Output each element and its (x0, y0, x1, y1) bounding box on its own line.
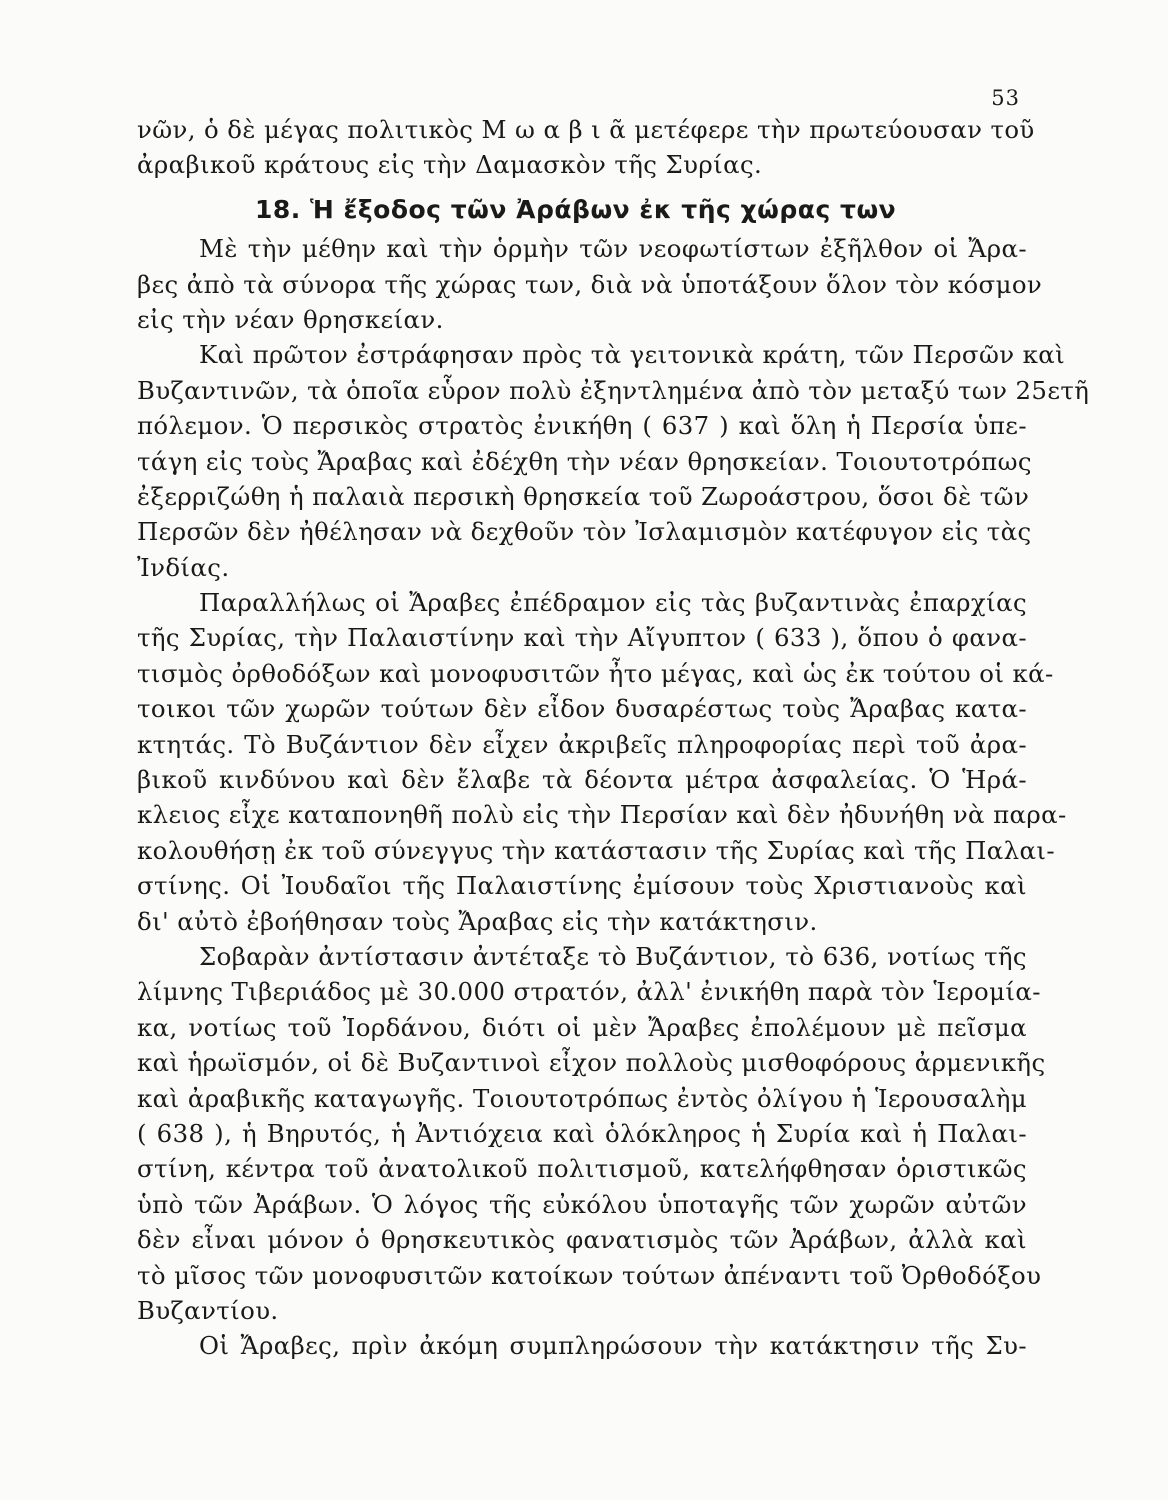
text-line: βες ἀπὸ τὰ σύνορα τῆς χώρας των, διὰ νὰ ὑποτάξουν ὅλον τὸν κόσμον (137, 269, 1043, 299)
text-line: ἐξερριζώθη ἡ παλαιὰ περσικὴ θρησκεία τοῦ Ζωροάστρου, ὅσοι δὲ τῶν (137, 481, 1030, 511)
text-line: τοικοι τῶν χωρῶν τούτων δὲν εἶδον δυσαρέστως τοὺς Ἄραβας κατα- (137, 694, 1027, 724)
body-text (137, 112, 1090, 1364)
page-number: 53 (991, 86, 1020, 110)
text-line: Καὶ πρῶτον ἐστράφησαν πρὸς τὰ γειτονικὰ κράτη, τῶν Περσῶν καὶ (199, 340, 1066, 370)
section-heading: 18. Ἡ ἔξοδος τῶν Ἀράβων ἐκ τῆς χώρας των (255, 194, 897, 224)
text-line: καὶ ἡρωϊσμόν, οἱ δὲ Βυζαντινοὶ εἶχον πολλοὺς μισθοφόρους ἀρμενικῆς (137, 1048, 1046, 1078)
text-line: ( 638 ), ἡ Βηρυτός, ἡ Ἀντιόχεια καὶ ὁλόκληρος ἡ Συρία καὶ ἡ Παλαι- (137, 1118, 1027, 1148)
text-line: δὲν εἶναι μόνον ὁ θρησκευτικὸς φανατισμὸς τῶν Ἀράβων, ἀλλὰ καὶ (137, 1225, 1027, 1255)
text-line: τὸ μῖσος τῶν μονοφυσιτῶν κατοίκων τούτων ἀπέναντι τοῦ Ὀρθοδόξου (137, 1260, 1042, 1290)
text-line: πόλεμον. Ὁ περσικὸς στρατὸς ἐνικήθη ( 637 ) καὶ ὅλη ἡ Περσία ὑπε- (137, 411, 1027, 441)
text-line: κλειος εἶχε καταπονηθῆ πολὺ εἰς τὴν Περσίαν καὶ δὲν ἠδυνήθη νὰ παρα- (137, 800, 1067, 830)
text-line: στίνης. Οἱ Ἰουδαῖοι τῆς Παλαιστίνης ἐμίσουν τοὺς Χριστιανοὺς καὶ (137, 871, 1027, 901)
text-line: καὶ ἀραβικῆς καταγωγῆς. Τοιουτοτρόπως ἐντὸς ὀλίγου ἡ Ἱερουσαλὴμ (137, 1083, 1027, 1113)
text-line: κτητάς. Τὸ Βυζάντιον δὲν εἶχεν ἀκριβεῖς πληροφορίας περὶ τοῦ ἀρα- (137, 729, 1027, 759)
text-line: νῶν, ὁ δὲ μέγας πολιτικὸς Μ ω α β ι ᾶ μετέφερε τὴν πρωτεύουσαν τοῦ (137, 115, 1035, 144)
text-line: λίμνης Τιβεριάδος μὲ 30.000 στρατόν, ἀλλ' ἐνικήθη παρὰ τὸν Ἱερομία- (137, 977, 1041, 1007)
text-line: Ἰνδίας. (137, 552, 230, 582)
text-line: Παραλλήλως οἱ Ἄραβες ἐπέδραμον εἰς τὰς βυζαντινὰς ἐπαρχίας (199, 588, 1027, 618)
text-line: Βυζαντίου. (137, 1295, 279, 1325)
text-line: εἰς τὴν νέαν θρησκείαν. (137, 304, 444, 334)
text-line: ἀραβικοῦ κράτους εἰς τὴν Δαμασκὸν τῆς Συρίας. (137, 150, 763, 180)
text-line: ὑπὸ τῶν Ἀράβων. Ὁ λόγος τῆς εὐκόλου ὑποταγῆς τῶν χωρῶν αὐτῶν (137, 1189, 1027, 1219)
text-line: βικοῦ κινδύνου καὶ δὲν ἔλαβε τὰ δέοντα μέτρα ἀσφαλείας. Ὁ Ἡρά- (137, 765, 1027, 795)
text-line: Περσῶν δὲν ἠθέλησαν νὰ δεχθοῦν τὸν Ἰσλαμισμὸν κατέφυγον εἰς τὰς (137, 517, 1032, 547)
text-line: κα, νοτίως τοῦ Ἰορδάνου, διότι οἱ μὲν Ἄραβες ἐπολέμουν μὲ πεῖσμα (137, 1012, 1027, 1042)
text-line: Μὲ τὴν μέθην καὶ τὴν ὁρμὴν τῶν νεοφωτίστων ἐξῆλθον οἱ Ἄρα- (199, 234, 1027, 264)
text-line: Οἱ Ἄραβες, πρὶν ἀκόμη συμπληρώσουν τὴν κατάκτησιν τῆς Συ- (199, 1331, 1027, 1361)
text-line: κολουθήσῃ ἐκ τοῦ σύνεγγυς τὴν κατάστασιν τῆς Συρίας καὶ τῆς Παλαι- (137, 835, 1055, 865)
text-line: τῆς Συρίας, τὴν Παλαιστίνην καὶ τὴν Αἴγυπτον ( 633 ), ὅπου ὁ φανα- (137, 623, 1027, 653)
text-line: Βυζαντινῶν, τὰ ὁποῖα εὗρον πολὺ ἐξηντλημένα ἀπὸ τὸν μεταξύ των 25ετῆ (137, 375, 1090, 405)
text-line: τάγη εἰς τοὺς Ἄραβας καὶ ἐδέχθη τὴν νέαν θρησκείαν. Τοιουτοτρόπως (137, 446, 1032, 476)
text-line: στίνη, κέντρα τοῦ ἀνατολικοῦ πολιτισμοῦ, κατελήφθησαν ὁριστικῶς (137, 1154, 1027, 1184)
text-line: τισμὸς ὀρθοδόξων καὶ μονοφυσιτῶν ἦτο μέγας, καὶ ὡς ἐκ τούτου οἱ κά- (137, 658, 1054, 688)
text-line: δι' αὐτὸ ἐβοήθησαν τοὺς Ἄραβας εἰς τὴν κατάκτησιν. (137, 906, 818, 936)
text-line: Σοβαρὰν ἀντίστασιν ἀντέταξε τὸ Βυζάντιον, τὸ 636, νοτίως τῆς (199, 941, 1027, 971)
